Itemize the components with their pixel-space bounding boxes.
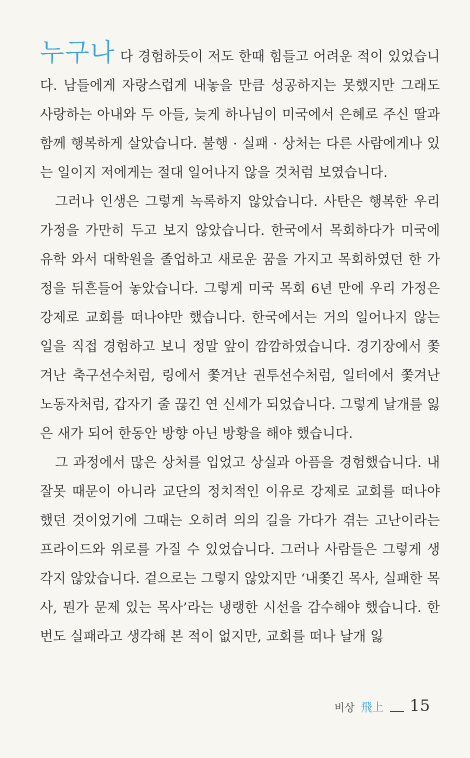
lead-word: 누구나	[40, 38, 116, 67]
paragraph-3-text: 그 과정에서 많은 상처를 입었고 상실과 아픔을 경험했습니다. 내 잘못 때문이 아니라 교단의 정치적인 이유로 강제로 교회를 떠나야 했던 것이었기에 그때는 오히려 의의 길을 가다가 겪는 고난이라는 프라이드와 위로를 가질 수 있었습니다. 그러나 사람들은 그렇게 생각지 않았습니다. 겉으로는 그렇지 않았지만 ‘내쫓긴 목사, 실패한 목사, 뭔가 문제 있는 목사’라는 냉랭한 시선을 감수해야 했습니다. 한 번도 실패라고 생각해 본 적이 없지만, 교회를 떠나 날개 잃	[40, 456, 440, 645]
page-footer	[334, 696, 430, 715]
paragraph-1	[40, 38, 440, 188]
paragraph-1-text: 다 경험하듯이 저도 한때 힘들고 어려운 적이 있었습니다. 남들에게 자랑스럽게 내놓을 만큼 성공하지는 못했지만 그래도 사랑하는 아내와 두 아들, 늦게 하나님이 미국에서 은혜로 주신 딸과 함께 행복하게 살았습니다. 불행 · 실패 · 상처는 다른 사람에게나 있는 일이지 저에게는 절대 일어나지 않을 것처럼 보였습니다.	[40, 50, 440, 181]
paragraph-2-text: 그러나 인생은 그렇게 녹록하지 않았습니다. 사탄은 행복한 우리 가정을 가만히 두고 보지 않았습니다. 한국에서 목회하다가 미국에 유학 와서 대학원을 졸업하고 새로운 꿈을 가지고 목회하였던 한 가정을 뒤흔들어 놓았습니다. 그렇게 미국 목회 6년 만에 우리 가정은 강제로 교회를 떠나야만 했습니다. 한국에서는 거의 일어나지 않는 일을 직접 경험하고 보니 정말 앞이 깜깜하였습니다. 경기장에서 쫓겨난 축구선수처럼, 링에서 쫓겨난 권투선수처럼, 일터에서 쫓겨난 노동자처럼, 갑자기 줄 끊긴 연 신세가 되었습니다. 그렇게 날개를 잃은 새가 되어 한동안 방향 아닌 방황을 해야 했습니다.	[40, 195, 440, 442]
footer-rule	[390, 711, 404, 712]
section-label: 비상	[334, 702, 355, 714]
body-text	[40, 38, 440, 652]
page-number: 15	[409, 696, 430, 715]
paragraph-3	[40, 449, 440, 652]
paragraph-2	[40, 188, 440, 449]
section-hanja: 飛上	[360, 700, 384, 714]
